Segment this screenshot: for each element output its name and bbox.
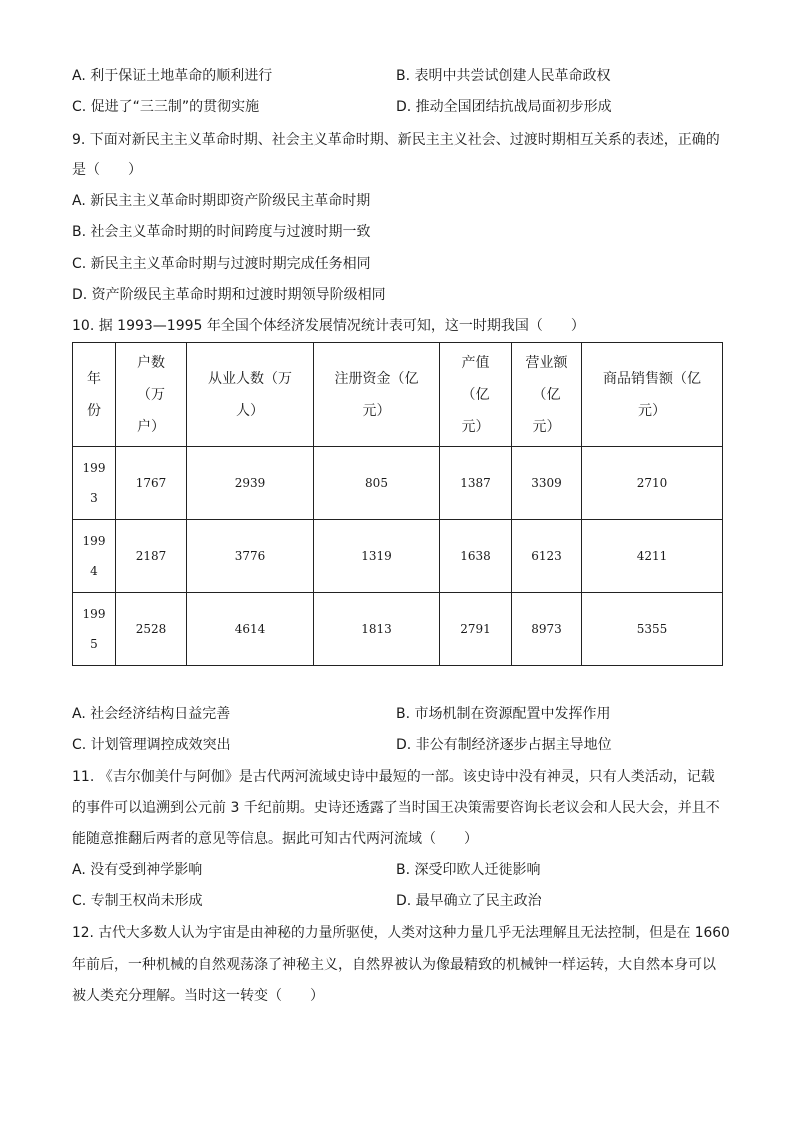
q12-stem-line1: 12. 古代大多数人认为宇宙是由神秘的力量所驱使，人类对这种力量几乎无法理解且无法控制，但是在 1660	[72, 925, 730, 941]
q10-option-d: D. 非公有制经济逐步占据主导地位	[396, 737, 612, 753]
header-year	[73, 343, 116, 447]
q9-stem-line1: 9. 下面对新民主主义革命时期、社会主义革命时期、新民主主义社会、过渡时期相互关系的表述，正确的	[72, 132, 720, 148]
table-cell: 2187	[116, 520, 187, 593]
q11-option-a: A. 没有受到神学影响	[72, 862, 203, 878]
table-cell: 2528	[116, 593, 187, 666]
q8-option-c: C. 促进了“三三制”的贯彻实施	[72, 99, 260, 115]
header-households-text: 户数（万户）	[137, 354, 165, 435]
q11-stem-line1: 11. 《吉尔伽美什与阿伽》是古代两河流域史诗中最短的一部。该史诗中没有神灵，只有人类活动，记载	[72, 769, 715, 785]
header-sales	[582, 343, 723, 447]
table-cell: 2791	[440, 593, 512, 666]
table-cell: 6123	[512, 520, 582, 593]
q10-option-b: B. 市场机制在资源配置中发挥作用	[396, 706, 611, 722]
q9-option-b: B. 社会主义革命时期的时间跨度与过渡时期一致	[72, 224, 371, 240]
q11-stem-line3: 能随意推翻后两者的意见等信息。据此可知古代两河流域（ ）	[72, 831, 478, 847]
table-cell: 1319	[314, 520, 440, 593]
q11-stem-line2: 的事件可以追溯到公元前 3 千纪前期。史诗还透露了当时国王决策需要咨询长老议会和人民大会，并且不	[72, 800, 720, 816]
cell-year-text: 1993	[82, 461, 106, 505]
table-header-row	[73, 343, 723, 447]
cell-year	[73, 520, 116, 593]
header-households	[116, 343, 187, 447]
cell-year	[73, 447, 116, 520]
header-employees	[187, 343, 314, 447]
q9-stem-line2: 是（ ）	[72, 162, 142, 178]
q8-option-b: B. 表明中共尝试创建人民革命政权	[396, 68, 611, 84]
header-capital-text: 注册资金（亿元）	[334, 370, 419, 419]
header-year-text: 年份	[87, 370, 101, 419]
header-output-text: 产值（亿元）	[461, 354, 490, 435]
q9-option-d: D. 资产阶级民主革命时期和过渡时期领导阶级相同	[72, 287, 386, 303]
table-cell: 2939	[187, 447, 314, 520]
table-cell: 2710	[582, 447, 723, 520]
q10-option-c: C. 计划管理调控成效突出	[72, 737, 231, 753]
table-cell: 1813	[314, 593, 440, 666]
table-cell: 1638	[440, 520, 512, 593]
cell-year	[73, 593, 116, 666]
q9-option-a: A. 新民主主义革命时期即资产阶级民主革命时期	[72, 193, 371, 209]
header-capital	[314, 343, 440, 447]
stats-table	[72, 342, 723, 666]
table-cell: 3309	[512, 447, 582, 520]
table-cell: 3776	[187, 520, 314, 593]
table-cell: 805	[314, 447, 440, 520]
table-row	[73, 520, 723, 593]
q9-option-c: C. 新民主主义革命时期与过渡时期完成任务相同	[72, 256, 371, 272]
table-cell: 8973	[512, 593, 582, 666]
table-row	[73, 447, 723, 520]
header-output	[440, 343, 512, 447]
q11-option-c: C. 专制王权尚未形成	[72, 893, 203, 909]
table-cell: 1767	[116, 447, 187, 520]
q8-option-a: A. 利于保证土地革命的顺利进行	[72, 68, 273, 84]
cell-year-text: 1995	[82, 607, 106, 651]
q10-option-a: A. 社会经济结构日益完善	[72, 706, 231, 722]
q12-stem-line2: 年前后，一种机械的自然观荡涤了神秘主义，自然界被认为像最精致的机械钟一样运转，大自然本身可以	[72, 957, 716, 973]
table-cell: 4614	[187, 593, 314, 666]
table-cell: 4211	[582, 520, 723, 593]
header-turnover	[512, 343, 582, 447]
q8-option-d: D. 推动全国团结抗战局面初步形成	[396, 99, 612, 115]
table-cell: 1387	[440, 447, 512, 520]
q11-option-b: B. 深受印欧人迁徙影响	[396, 862, 541, 878]
header-turnover-text: 营业额（亿元）	[525, 354, 568, 435]
table-cell: 5355	[582, 593, 723, 666]
header-sales-text: 商品销售额（亿元）	[603, 370, 701, 419]
table-row	[73, 593, 723, 666]
q10-stem: 10. 据 1993—1995 年全国个体经济发展情况统计表可知，这一时期我国（ ）	[72, 318, 585, 334]
q11-option-d: D. 最早确立了民主政治	[396, 893, 542, 909]
cell-year-text: 1994	[82, 534, 106, 578]
q12-stem-line3: 被人类充分理解。当时这一转变（ ）	[72, 988, 324, 1004]
header-employees-text: 从业人数（万人）	[208, 370, 292, 419]
